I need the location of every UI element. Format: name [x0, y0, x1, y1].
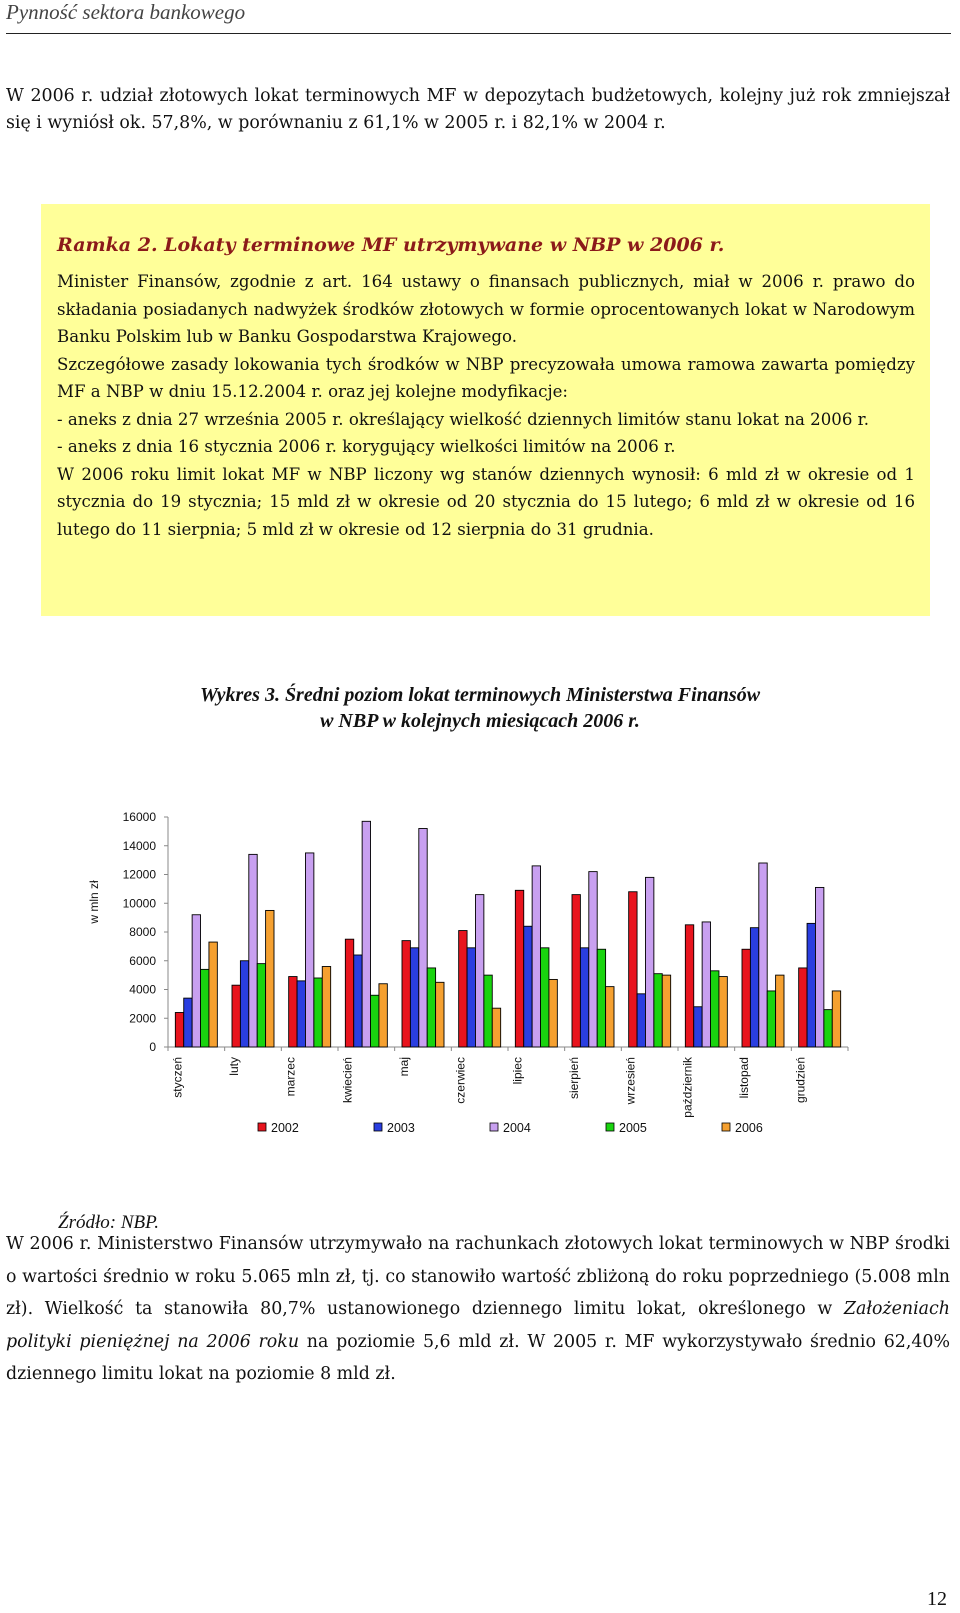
y-tick-label: 16000 — [122, 810, 156, 824]
outro-italic-title: Założeniach polityki pieniężnej na 2006 roku — [6, 1299, 950, 1352]
bar-2003-październik — [694, 1007, 702, 1047]
legend-swatch-2005 — [606, 1123, 614, 1131]
y-tick-label: 6000 — [129, 953, 156, 968]
bar-2003-luty — [240, 961, 248, 1047]
bar-2003-styczeń — [184, 998, 192, 1047]
category-label: maj — [397, 1057, 411, 1077]
bar-2004-kwiecień — [362, 821, 370, 1047]
bar-2002-sierpień — [572, 895, 580, 1047]
legend-swatch-2004 — [490, 1123, 498, 1131]
bar-2003-kwiecień — [354, 955, 362, 1047]
legend-swatch-2002 — [258, 1123, 266, 1131]
category-label: kwiecień — [340, 1057, 355, 1104]
bar-2004-lipiec — [532, 866, 540, 1047]
info-box — [41, 204, 930, 616]
legend-label-2002: 2002 — [271, 1121, 299, 1135]
bar-2004-wrzesień — [645, 877, 653, 1047]
y-axis-label: w mln zł — [87, 880, 101, 924]
bar-2003-listopad — [750, 928, 758, 1047]
bar-2005-lipiec — [541, 948, 549, 1047]
bar-2004-styczeń — [192, 915, 200, 1047]
y-tick-label: 0 — [149, 1040, 156, 1054]
legend-swatch-2006 — [722, 1123, 730, 1131]
legend-label-2004: 2004 — [503, 1121, 531, 1135]
bar-2002-maj — [402, 941, 410, 1047]
bar-2006-maj — [436, 982, 444, 1047]
bar-2005-marzec — [314, 978, 322, 1047]
bar-2005-styczeń — [201, 969, 209, 1047]
y-tick-label: 8000 — [129, 925, 156, 939]
header-title: Pynność sektora bankowego — [6, 0, 246, 24]
bar-2005-wrzesień — [654, 974, 662, 1047]
bar-2004-maj — [419, 829, 427, 1048]
bar-2002-styczeń — [175, 1013, 183, 1048]
y-tick-label: 10000 — [122, 896, 156, 911]
bar-2003-maj — [410, 948, 418, 1047]
legend-swatch-2003 — [374, 1123, 382, 1131]
bar-2006-luty — [266, 910, 274, 1047]
category-label: listopad — [737, 1057, 751, 1099]
bar-2002-lipiec — [515, 890, 523, 1047]
bar-2005-październik — [711, 971, 719, 1047]
bar-2005-listopad — [767, 991, 775, 1047]
category-label: styczeń — [170, 1057, 185, 1098]
bar-2005-grudzień — [824, 1010, 832, 1047]
bar-2005-kwiecień — [371, 995, 379, 1047]
bar-2006-kwiecień — [379, 984, 387, 1047]
bar-2002-marzec — [289, 977, 297, 1047]
legend-label-2003: 2003 — [387, 1121, 415, 1135]
bar-2004-grudzień — [815, 887, 823, 1047]
y-tick-label: 4000 — [129, 982, 156, 997]
bar-2003-grudzień — [807, 923, 815, 1047]
box-paragraph-2: Szczegółowe zasady lokowania tych środków w NBP precyzowała umowa ramowa zawarta pomiędzy MF a NBP w dniu 15.12.2004 r. oraz jej kolejne modyfikacje: — [57, 354, 915, 401]
bar-2005-sierpień — [597, 949, 605, 1047]
bar-2004-sierpień — [589, 872, 597, 1047]
category-label: luty — [227, 1057, 241, 1076]
bar-2002-luty — [232, 985, 240, 1047]
intro-paragraph: W 2006 r. udział złotowych lokat terminowych MF w depozytach budżetowych, kolejny już rok zmniejszał się i wyniósł ok. 57,8%, w porównaniu z 61,1% w 2005 r. i 82,1% w 2004 r. — [6, 86, 950, 133]
category-label: wrzesień — [623, 1057, 638, 1105]
bar-2006-sierpień — [606, 987, 614, 1047]
box-paragraph-1: Minister Finansów, zgodnie z art. 164 ustawy o finansach publicznych, miał w 2006 r. prawo do składania posiadanych nadwyżek środków złotowych w formie oprocentowanych lokat w Narodowym Banku Polskim lub w Banku Gospodarstwa Krajowego. — [57, 272, 915, 346]
box-paragraph-3: - aneks z dnia 27 września 2005 r. określający wielkość dziennych limitów stanu lokat na 2006 r. — [57, 409, 870, 429]
box-paragraph-4: - aneks z dnia 16 stycznia 2006 r. korygujący wielkości limitów na 2006 r. — [57, 437, 676, 456]
figure-source: Źródło: NBP. — [58, 1212, 160, 1233]
bar-2005-luty — [257, 964, 265, 1047]
page-number: 12 — [927, 1588, 947, 1610]
bar-2003-czerwiec — [467, 948, 475, 1047]
page-header — [6, 0, 951, 34]
bar-2004-luty — [249, 854, 257, 1047]
category-label: sierpień — [567, 1057, 581, 1100]
bar-2003-sierpień — [580, 948, 588, 1047]
outro-paragraph — [6, 1228, 950, 1391]
bar-2006-marzec — [322, 967, 330, 1048]
bar-2003-marzec — [297, 981, 305, 1047]
outro-text-1: W 2006 r. Ministerstwo Finansów utrzymywało na rachunkach złotowych lokat terminowych w NBP środki o wartości średnio w roku 5.065 mln zł, tj. co stanowiło wartość zbliżoną do roku poprzedniego (5.008 mln zł). Wielkość ta stanowiła 80,7% ustanowionego dziennego limitu lokat, określonego w — [6, 1234, 950, 1319]
bar-2006-czerwiec — [492, 1008, 500, 1047]
legend-label-2006: 2006 — [735, 1121, 763, 1135]
y-tick-label: 12000 — [122, 867, 156, 882]
box-title: Ramka 2. Lokaty terminowe MF utrzymywane w NBP w 2006 r. — [57, 234, 725, 256]
category-label: grudzień — [793, 1057, 808, 1104]
category-label: październik — [680, 1057, 695, 1118]
bar-2004-marzec — [305, 853, 313, 1047]
bar-2006-wrzesień — [662, 975, 670, 1047]
outro-text-2: na poziomie 5,6 mld zł. W 2005 r. MF wykorzystywało średnio 62,40% dziennego limitu lokat na poziomie 8 mld zł. — [6, 1331, 951, 1384]
bar-2004-październik — [702, 922, 710, 1047]
bar-chart — [60, 810, 860, 1160]
bar-2006-listopad — [776, 975, 784, 1047]
bar-2006-styczeń — [209, 942, 217, 1047]
bar-2006-lipiec — [549, 979, 557, 1047]
bar-2002-wrzesień — [629, 892, 637, 1047]
bar-2005-czerwiec — [484, 975, 492, 1047]
box-body — [57, 268, 915, 543]
bar-2005-maj — [427, 968, 435, 1047]
bar-2003-lipiec — [524, 926, 532, 1047]
bar-2006-grudzień — [832, 991, 840, 1047]
y-tick-label: 14000 — [122, 838, 156, 853]
category-label: czerwiec — [453, 1057, 468, 1104]
bar-2006-październik — [719, 977, 727, 1047]
bar-2004-listopad — [759, 863, 767, 1047]
figure-caption-line-1: Wykres 3. Średni poziom lokat terminowych Ministerstwa Finansów — [199, 684, 761, 706]
bar-2002-czerwiec — [459, 931, 467, 1047]
bar-2003-wrzesień — [637, 994, 645, 1047]
legend-label-2005: 2005 — [619, 1121, 647, 1135]
bar-2002-grudzień — [799, 968, 807, 1047]
bar-2002-listopad — [742, 949, 750, 1047]
bar-2002-październik — [685, 925, 693, 1047]
box-paragraph-5: W 2006 roku limit lokat MF w NBP liczony wg stanów dziennych wynosił: 6 mld zł w okresie od 1 stycznia do 19 stycznia; 15 mld zł w okresie od 20 stycznia do 15 lutego; 6 mld zł w okresie od 16 lutego do 11 sierpnia; 5 mld zł w okresie od 12 sierpnia do 31 grudnia. — [57, 464, 915, 539]
bar-2004-czerwiec — [475, 895, 483, 1047]
figure-caption-line-2: w NBP w kolejnych miesiącach 2006 r. — [320, 710, 640, 732]
bar-2002-kwiecień — [345, 939, 353, 1047]
y-tick-label: 2000 — [129, 1011, 156, 1026]
category-label: marzec — [283, 1057, 298, 1097]
category-label: lipiec — [510, 1057, 525, 1085]
